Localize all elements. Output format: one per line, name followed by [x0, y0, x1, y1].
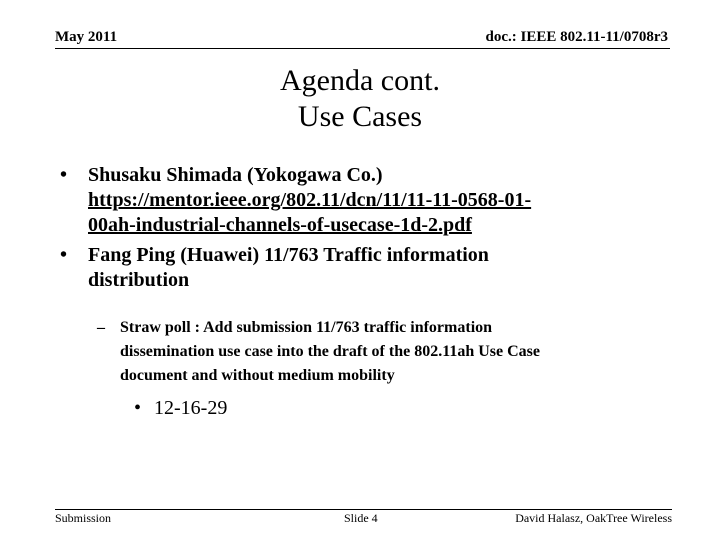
footer-rule: [55, 509, 672, 510]
vote-result: [134, 395, 227, 421]
straw-poll-line: [97, 316, 540, 340]
bullet-item-fang: [60, 243, 531, 268]
header-doc-id: doc.: IEEE 802.11-11/0708r3: [485, 29, 668, 45]
document-link-part2[interactable]: 00ah-industrial-channels-of-usecase-1d-2.pdf: [88, 214, 472, 236]
bullet-dot-icon: •: [60, 164, 68, 186]
footer-slide-number: Slide 4: [344, 511, 378, 525]
straw-poll-line: [97, 364, 540, 388]
document-link-part1[interactable]: https://mentor.ieee.org/802.11/dcn/11/11-11-0568-01-: [88, 189, 532, 211]
bullet-list: [60, 163, 531, 293]
bullet-dot-icon: •: [134, 397, 142, 419]
header-rule: [55, 48, 670, 49]
slide-title: [0, 63, 720, 135]
bullet-item-shimada: [60, 163, 531, 188]
slide-title-line2: Use Cases: [297, 100, 423, 133]
bullet-dot-icon: •: [60, 244, 68, 266]
bullet-text: Fang Ping (Huawei) 11/763 Traffic information: [88, 244, 489, 266]
straw-poll-text-1: Straw poll : Add submission 11/763 traffic information: [120, 319, 493, 336]
footer-submission: Submission: [55, 511, 112, 525]
straw-poll-text-2: dissemination use case into the draft of the 802.11ah Use Case: [120, 343, 540, 360]
bullet-link-line2[interactable]: [60, 213, 531, 238]
slide-title-line1: Agenda cont.: [280, 64, 440, 97]
bullet-link-line1[interactable]: [60, 188, 531, 213]
bullet-item-fang-cont: [60, 268, 531, 293]
header-date: May 2011: [55, 29, 118, 45]
footer-author: David Halasz, OakTree Wireless: [515, 511, 672, 525]
bullet-text: Shusaku Shimada (Yokogawa Co.): [88, 164, 383, 186]
vote-result-text: 12-16-29: [154, 397, 228, 419]
straw-poll-text-3: document and without medium mobility: [120, 367, 395, 384]
straw-poll-item: [97, 316, 540, 388]
dash-bullet-icon: –: [97, 319, 105, 336]
straw-poll-line: [97, 340, 540, 364]
bullet-text: distribution: [88, 269, 190, 291]
